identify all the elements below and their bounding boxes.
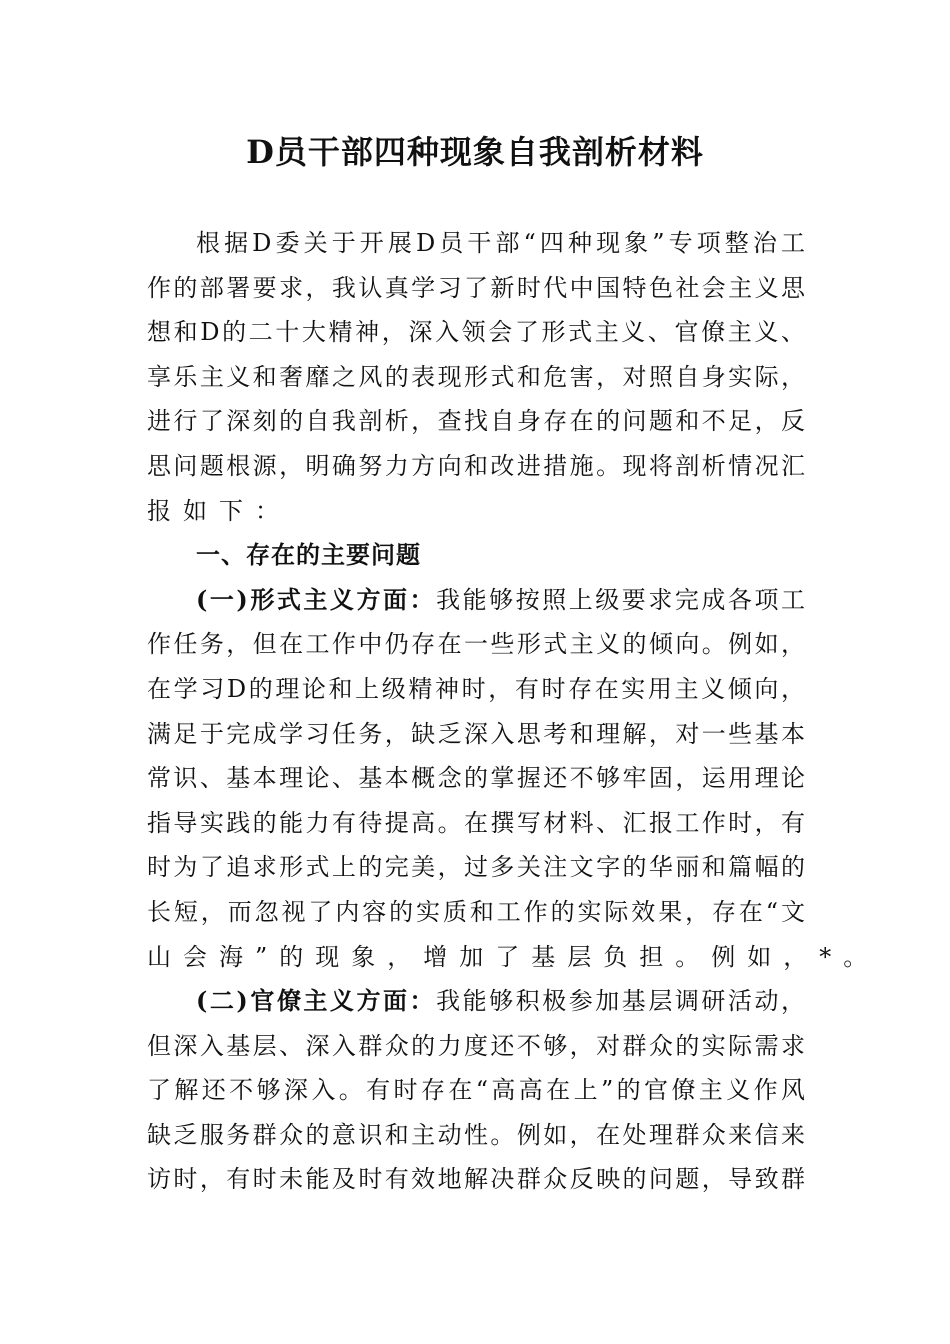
line-text: 作的部署要求，我认真学习了新时代中国特色社会主义思 bbox=[147, 273, 805, 302]
text-line bbox=[147, 1024, 805, 1069]
line-text: 但深入基层、深入群众的力度还不够，对群众的实际需求 bbox=[147, 1031, 805, 1060]
line-text: 长短，而忽视了内容的实质和工作的实际效果，存在“文 bbox=[147, 897, 805, 926]
text-line bbox=[147, 266, 805, 311]
text-line bbox=[147, 667, 805, 712]
line-text: 指导实践的能力有待提高。在撰写材料、汇报工作时，有 bbox=[147, 808, 805, 837]
text-line bbox=[147, 979, 805, 1024]
text-line bbox=[147, 1068, 805, 1113]
text-line bbox=[147, 756, 805, 801]
line-text: 享乐主义和奢靡之风的表现形式和危害，对照自身实际， bbox=[147, 362, 805, 391]
text-line bbox=[147, 845, 805, 890]
line-text: 了解还不够深入。有时存在“高高在上”的官僚主义作风 bbox=[147, 1076, 805, 1105]
line-text: 缺乏服务群众的意识和主动性。例如，在处理群众来信来 bbox=[147, 1120, 805, 1149]
line-text: 常识、基本理论、基本概念的掌握还不够牢固，运用理论 bbox=[147, 764, 805, 793]
line-text: 思问题根源，明确努力方向和改进措施。现将剖析情况汇 bbox=[147, 451, 805, 480]
line-text: 我能够积极参加基层调研活动， bbox=[436, 987, 806, 1016]
text-line bbox=[147, 712, 805, 757]
text-line bbox=[147, 935, 880, 980]
text-line bbox=[147, 533, 805, 578]
text-line bbox=[147, 801, 805, 846]
text-line bbox=[147, 1113, 805, 1158]
paragraph bbox=[147, 578, 880, 979]
text-line bbox=[147, 1157, 805, 1202]
line-text: 时为了追求形式上的完美，过多关注文字的华丽和篇幅的 bbox=[147, 853, 805, 882]
text-line bbox=[147, 444, 805, 489]
line-text: 根据D委关于开展D员干部“四种现象”专项整治工 bbox=[196, 229, 805, 257]
paragraph-lead: (二)官僚主义方面： bbox=[196, 986, 437, 1016]
text-line bbox=[147, 622, 805, 667]
line-text: 我能够按照上级要求完成各项工 bbox=[436, 585, 806, 614]
section-heading bbox=[147, 533, 805, 578]
line-text: 山会海”的现象，增加了基层负担。例如，*。 bbox=[147, 942, 880, 971]
line-text: 在学习D的理论和上级精神时，有时存在实用主义倾向， bbox=[147, 674, 805, 703]
text-line bbox=[147, 890, 805, 935]
paragraph bbox=[147, 221, 805, 533]
document-title: D员干部四种现象自我剖析材料 bbox=[246, 133, 704, 171]
line-text: 一、存在的主要问题 bbox=[196, 540, 421, 570]
paragraph-lead: (一)形式主义方面： bbox=[196, 584, 437, 614]
line-text: 访时，有时未能及时有效地解决群众反映的问题，导致群 bbox=[147, 1165, 805, 1194]
document-body bbox=[147, 221, 880, 1202]
text-line bbox=[147, 355, 805, 400]
text-line bbox=[147, 399, 805, 444]
line-text: 满足于完成学习任务，缺乏深入思考和理解，对一些基本 bbox=[147, 719, 805, 748]
text-line bbox=[147, 489, 805, 534]
text-line bbox=[147, 221, 805, 266]
line-text: 进行了深刻的自我剖析，查找自身存在的问题和不足，反 bbox=[147, 407, 805, 436]
line-text: 想和D的二十大精神，深入领会了形式主义、官僚主义、 bbox=[147, 318, 805, 347]
paragraph bbox=[147, 979, 805, 1202]
text-line bbox=[147, 578, 805, 623]
line-text: 作任务，但在工作中仍存在一些形式主义的倾向。例如， bbox=[147, 630, 805, 659]
text-line bbox=[147, 310, 805, 355]
line-text: 报如下： bbox=[147, 496, 291, 525]
